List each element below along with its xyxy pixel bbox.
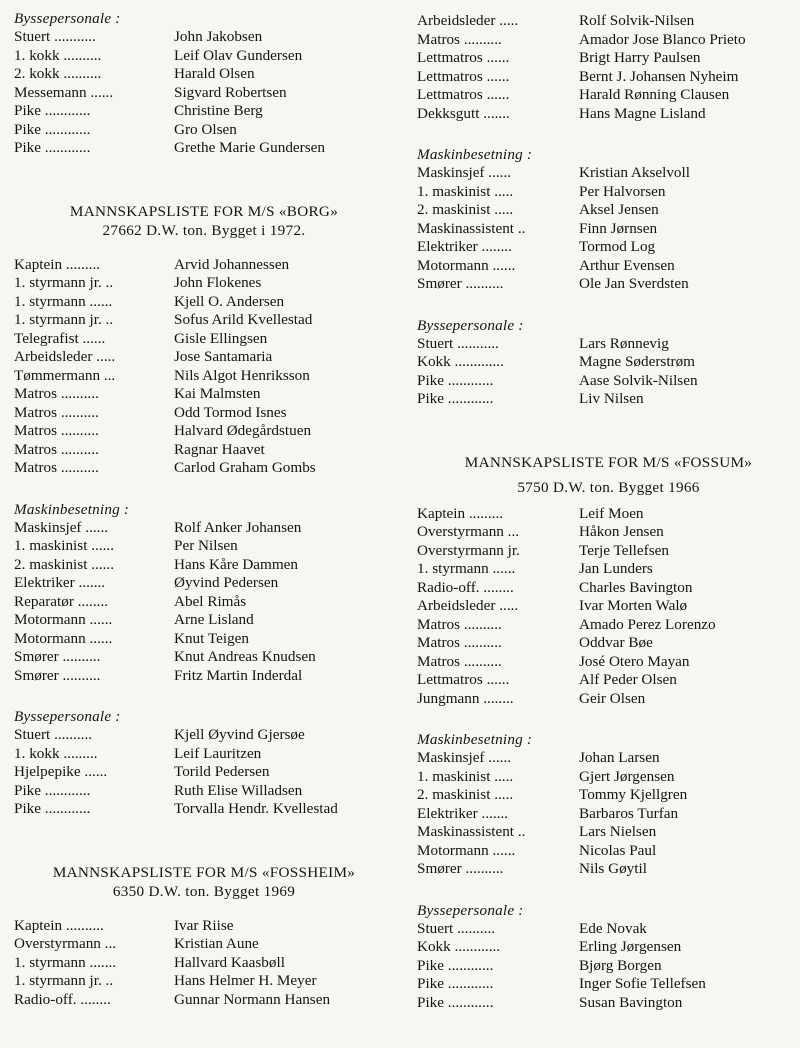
crew-row	[417, 523, 800, 542]
crew-row	[14, 47, 394, 66]
crew-role: Maskinsjef ......	[14, 518, 109, 536]
crew-row	[417, 920, 800, 939]
crew-row	[417, 220, 800, 239]
crew-role: Pike ............	[14, 120, 91, 138]
crew-name: José Otero Mayan	[579, 652, 690, 670]
crew-name: Jose Santamaria	[174, 348, 273, 365]
crew-name: Oddvar Bøe	[579, 634, 653, 651]
ship-heading: MANNSKAPSLISTE FOR M/S «FOSSHEIM»	[52, 863, 356, 881]
crew-row	[14, 311, 394, 330]
crew-role: Stuert ..........	[14, 726, 93, 743]
crew-role: 1. styrmann jr. ..	[14, 274, 114, 291]
crew-role: 2. maskinist .....	[417, 201, 514, 218]
crew-role: Motormann ......	[417, 841, 516, 859]
crew-name: Kristian Aune	[174, 935, 259, 952]
crew-role: Dekksgutt .......	[417, 104, 510, 122]
crew-name: Knut Andreas Knudsen	[174, 648, 316, 665]
crew-row	[14, 404, 394, 423]
crew-role: Pike ............	[417, 371, 494, 389]
crew-name: Gunnar Normann Hansen	[174, 990, 331, 1008]
crew-row	[417, 690, 800, 709]
crew-role: Motormann ......	[14, 611, 113, 628]
crew-role: Reparatør ........	[14, 592, 109, 610]
crew-name: Halvard Ødegårdstuen	[174, 422, 312, 439]
crew-name: Hans Helmer H. Meyer	[174, 972, 317, 989]
crew-list	[417, 920, 800, 1013]
crew-row	[417, 183, 800, 202]
crew-row	[14, 65, 394, 84]
crew-name: Håkon Jensen	[579, 523, 664, 540]
crew-row	[417, 164, 800, 183]
crew-name: Kjell Øyvind Gjersøe	[174, 726, 305, 743]
crew-name: Terje Tellefsen	[579, 541, 669, 559]
crew-name: Hallvard Kaasbøll	[174, 953, 285, 971]
crew-row	[14, 972, 394, 991]
crew-row	[14, 422, 394, 441]
crew-role: 1. kokk .........	[14, 744, 98, 762]
crew-name: Carlod Graham Gombs	[174, 459, 316, 476]
crew-row	[14, 293, 394, 312]
crew-role: 1. styrmann .......	[14, 953, 117, 971]
crew-name: Hans Magne Lisland	[579, 104, 706, 122]
section-title: Byssepersonale :	[14, 10, 121, 27]
crew-row	[417, 335, 800, 354]
crew-role: Motormann ......	[417, 256, 516, 274]
crew-name: Lars Nielsen	[579, 823, 657, 840]
crew-row	[14, 459, 394, 478]
crew-role: Arbeidsleder .....	[14, 348, 116, 365]
crew-role: Tømmermann ...	[14, 366, 116, 384]
crew-role: Pike ............	[417, 993, 494, 1011]
ship-subheading: 27662 D.W. ton. Bygget i 1972.	[102, 221, 306, 239]
crew-role: Elektriker .......	[417, 804, 509, 822]
crew-name: Ole Jan Sverdsten	[579, 275, 689, 292]
crew-role: Matros ..........	[417, 30, 502, 48]
crew-name: Per Halvorsen	[579, 182, 666, 200]
crew-name: Jan Lunders	[579, 560, 653, 577]
crew-role: 2. maskinist ......	[14, 555, 114, 573]
crew-role: Matros ..........	[417, 652, 502, 670]
crew-row	[417, 505, 800, 524]
crew-row	[14, 574, 394, 593]
crew-row	[417, 957, 800, 976]
crew-row	[417, 938, 800, 957]
crew-role: Hjelpepike ......	[14, 763, 108, 780]
crew-row	[417, 842, 800, 861]
crew-row	[417, 390, 800, 409]
crew-role: Lettmatros ......	[417, 671, 510, 688]
crew-role: 1. maskinist .....	[417, 767, 514, 785]
crew-role: Overstyrmann jr.	[417, 541, 520, 559]
crew-row	[417, 105, 800, 124]
crew-row	[417, 372, 800, 391]
crew-name: Odd Tormod Isnes	[174, 403, 287, 421]
crew-name: Arvid Johannessen	[174, 255, 290, 273]
crew-name: Ivar Riise	[174, 916, 234, 934]
crew-role: Stuert ...........	[14, 28, 96, 45]
section-title: Byssepersonale :	[417, 901, 524, 919]
crew-row	[417, 823, 800, 842]
crew-name: Arne Lisland	[174, 611, 254, 628]
crew-row	[417, 353, 800, 372]
crew-row	[417, 542, 800, 561]
crew-row	[417, 975, 800, 994]
crew-name: Arthur Evensen	[579, 256, 675, 274]
crew-row	[14, 745, 394, 764]
crew-role: Lettmatros ......	[417, 67, 510, 85]
crew-role: Arbeidsleder .....	[417, 12, 519, 29]
crew-role: Pike ............	[14, 102, 91, 119]
crew-name: Leif Lauritzen	[174, 744, 262, 762]
crew-name: Finn Jørnsen	[579, 219, 658, 237]
crew-role: 1. maskinist .....	[417, 182, 514, 200]
crew-row	[14, 139, 394, 158]
crew-row	[417, 31, 800, 50]
crew-name: Øyvind Pedersen	[174, 574, 279, 591]
crew-name: Aase Solvik-Nilsen	[579, 371, 698, 389]
crew-role: Telegrafist ......	[14, 329, 106, 347]
crew-role: Kaptein .........	[417, 504, 504, 522]
crew-row	[417, 579, 800, 598]
crew-row	[14, 121, 394, 140]
crew-row	[14, 648, 394, 667]
crew-name: John Jakobsen	[174, 28, 263, 45]
crew-role: Matros ..........	[14, 459, 99, 476]
crew-list	[417, 335, 800, 409]
crew-role: Maskinassistent ..	[417, 219, 526, 237]
crew-name: Nils Gøytil	[579, 860, 647, 877]
crew-role: Smører ..........	[14, 666, 101, 684]
crew-role: Lettmatros ......	[417, 86, 510, 103]
crew-row	[417, 768, 800, 787]
crew-list	[14, 28, 394, 158]
crew-list	[417, 505, 800, 709]
crew-role: Elektriker ........	[417, 238, 512, 255]
crew-role: Kaptein .........	[14, 255, 101, 273]
crew-row	[14, 611, 394, 630]
crew-role: Overstyrmann ...	[14, 935, 117, 952]
crew-row	[417, 597, 800, 616]
crew-name: Leif Moen	[579, 504, 644, 522]
crew-role: Maskinassistent ..	[417, 823, 526, 840]
crew-name: Kjell O. Andersen	[174, 292, 285, 310]
crew-row	[14, 782, 394, 801]
crew-row	[14, 800, 394, 819]
crew-name: Fritz Martin Inderdal	[174, 666, 303, 684]
crew-name: Hans Kåre Dammen	[174, 555, 298, 573]
crew-name: Rolf Anker Johansen	[174, 518, 302, 536]
crew-name: Amado Perez Lorenzo	[579, 615, 716, 633]
crew-row	[417, 275, 800, 294]
crew-list	[14, 256, 394, 478]
crew-role: Motormann ......	[14, 629, 113, 647]
crew-name: Barbaros Turfan	[579, 804, 679, 822]
crew-row	[417, 860, 800, 879]
crew-row	[14, 84, 394, 103]
crew-role: 2. kokk ..........	[14, 65, 102, 82]
crew-row	[417, 786, 800, 805]
crew-name: Tormod Log	[579, 238, 656, 255]
crew-row	[417, 749, 800, 768]
crew-role: Matros ..........	[14, 422, 99, 439]
crew-role: Pike ............	[14, 800, 91, 817]
crew-name: Torvalla Hendr. Kvellestad	[174, 800, 338, 817]
crew-name: Ragnar Haavet	[174, 440, 265, 458]
crew-row	[417, 634, 800, 653]
crew-list	[417, 749, 800, 879]
crew-role: Maskinsjef ......	[417, 749, 512, 766]
crew-name: Abel Rimås	[174, 592, 247, 610]
crew-name: Aksel Jensen	[579, 201, 659, 218]
crew-name: Johan Larsen	[579, 749, 660, 766]
crew-row	[14, 348, 394, 367]
crew-row	[14, 954, 394, 973]
crew-name: Geir Olsen	[579, 689, 646, 707]
crew-name: Inger Sofie Tellefsen	[579, 975, 706, 992]
crew-name: Gro Olsen	[174, 120, 237, 138]
crew-name: Bjørg Borgen	[579, 956, 662, 974]
crew-row	[14, 991, 394, 1010]
crew-row	[14, 917, 394, 936]
crew-role: 1. styrmann jr. ..	[14, 311, 114, 328]
crew-name: Erling Jørgensen	[579, 938, 682, 955]
crew-role: Pike ............	[14, 781, 91, 799]
section-title: Maskinbesetning :	[14, 500, 130, 518]
right-column	[417, 12, 800, 1012]
crew-name: Kristian Akselvoll	[579, 164, 690, 181]
section-title: Maskinbesetning :	[417, 731, 533, 748]
crew-row	[14, 330, 394, 349]
crew-row	[14, 102, 394, 121]
ship-heading: MANNSKAPSLISTE FOR M/S «FOSSUM»	[464, 453, 753, 471]
crew-role: Stuert ..........	[417, 919, 496, 937]
crew-list	[14, 726, 394, 819]
crew-role: Matros ..........	[417, 615, 502, 633]
crew-role: Messemann ......	[14, 83, 114, 101]
crew-list	[14, 519, 394, 686]
crew-role: Matros ..........	[14, 440, 99, 458]
crew-role: Overstyrmann ...	[417, 523, 520, 540]
crew-row	[417, 238, 800, 257]
crew-name: Christine Berg	[174, 102, 263, 119]
section-title: Maskinbesetning :	[417, 146, 533, 163]
crew-name: Brigt Harry Paulsen	[579, 49, 701, 66]
crew-name: Susan Bavington	[579, 993, 683, 1011]
crew-name: Sofus Arild Kvellestad	[174, 311, 313, 328]
crew-role: Smører ..........	[14, 648, 101, 665]
crew-row	[417, 805, 800, 824]
crew-role: Matros ..........	[417, 634, 502, 651]
crew-name: Harald Olsen	[174, 65, 255, 82]
crew-role: Pike ............	[417, 956, 494, 974]
crew-role: Smører ..........	[417, 860, 504, 877]
crew-row	[14, 519, 394, 538]
crew-name: Kai Malmsten	[174, 385, 261, 402]
crew-list	[417, 164, 800, 294]
crew-role: Radio-off. ........	[417, 578, 514, 596]
crew-name: Liv Nilsen	[579, 390, 644, 407]
crew-role: Kaptein ..........	[14, 916, 104, 934]
crew-row	[14, 28, 394, 47]
crew-role: Matros ..........	[14, 403, 99, 421]
crew-name: Torild Pedersen	[174, 763, 270, 780]
crew-name: Amador Jose Blanco Prieto	[579, 30, 746, 48]
crew-row	[417, 49, 800, 68]
crew-role: Elektriker .......	[14, 574, 106, 591]
crew-name: Bernt J. Johansen Nyheim	[579, 67, 739, 85]
crew-role: Smører ..........	[417, 275, 504, 292]
crew-role: Lettmatros ......	[417, 49, 510, 66]
crew-role: Jungmann ........	[417, 689, 514, 707]
crew-row	[14, 537, 394, 556]
crew-name: Gisle Ellingsen	[174, 329, 268, 347]
crew-row	[417, 560, 800, 579]
crew-row	[14, 630, 394, 649]
crew-list	[14, 917, 394, 1010]
crew-row	[14, 763, 394, 782]
crew-name: Lars Rønnevig	[579, 334, 669, 352]
crew-row	[417, 994, 800, 1013]
crew-role: Pike ............	[417, 390, 494, 407]
crew-row	[417, 12, 800, 31]
crew-role: 1. styrmann ......	[417, 560, 516, 577]
section-title: Byssepersonale :	[417, 316, 524, 334]
crew-name: Tommy Kjellgren	[579, 786, 688, 803]
crew-name: Per Nilsen	[174, 537, 238, 554]
crew-name: Ruth Elise Willadsen	[174, 781, 303, 799]
crew-name: Harald Rønning Clausen	[579, 86, 730, 103]
crew-row	[417, 653, 800, 672]
crew-name: Nicolas Paul	[579, 841, 657, 859]
crew-role: 2. maskinist .....	[417, 786, 514, 803]
crew-name: Charles Bavington	[579, 578, 693, 596]
crew-row	[14, 593, 394, 612]
crew-name: John Flokenes	[174, 274, 262, 291]
crew-role: Radio-off. ........	[14, 990, 111, 1008]
crew-role: Kokk ............	[417, 938, 501, 955]
crew-role: Arbeidsleder .....	[417, 597, 519, 614]
crew-role: Matros ..........	[14, 385, 99, 402]
crew-role: Stuert ...........	[417, 334, 499, 352]
crew-row	[417, 257, 800, 276]
crew-name: Magne Søderstrøm	[579, 353, 695, 370]
crew-role: 1. maskinist ......	[14, 537, 114, 554]
crew-row	[417, 616, 800, 635]
ship-subheading: 6350 D.W. ton. Bygget 1969	[112, 882, 296, 900]
crew-row	[14, 935, 394, 954]
crew-row	[417, 671, 800, 690]
crew-row	[14, 441, 394, 460]
crew-role: 1. styrmann jr. ..	[14, 972, 114, 989]
crew-row	[14, 556, 394, 575]
crew-name: Alf Peder Olsen	[579, 671, 677, 688]
crew-name: Ede Novak	[579, 919, 647, 937]
crew-role: Pike ............	[417, 975, 494, 992]
crew-row	[417, 68, 800, 87]
crew-row	[14, 385, 394, 404]
crew-row	[14, 667, 394, 686]
crew-row	[14, 367, 394, 386]
crew-row	[14, 256, 394, 275]
crew-list	[417, 12, 800, 123]
crew-role: Pike ............	[14, 139, 91, 156]
crew-name: Rolf Solvik-Nilsen	[579, 12, 695, 29]
crew-name: Grethe Marie Gundersen	[174, 139, 325, 156]
crew-row	[417, 86, 800, 105]
crew-name: Gjert Jørgensen	[579, 767, 675, 785]
crew-name: Knut Teigen	[174, 629, 250, 647]
crew-name: Nils Algot Henriksson	[174, 366, 310, 384]
crew-row	[417, 201, 800, 220]
section-title: Byssepersonale :	[14, 708, 121, 725]
crew-name: Ivar Morten Walø	[579, 597, 688, 614]
crew-role: Maskinsjef ......	[417, 164, 512, 181]
crew-row	[14, 726, 394, 745]
ship-heading: MANNSKAPSLISTE FOR M/S «BORG»	[69, 202, 339, 220]
crew-row	[14, 274, 394, 293]
crew-name: Sigvard Robertsen	[174, 83, 287, 101]
crew-role: 1. styrmann ......	[14, 292, 113, 310]
crew-role: Kokk .............	[417, 353, 504, 370]
crew-role: 1. kokk ..........	[14, 46, 102, 64]
ship-subheading: 5750 D.W. ton. Bygget 1966	[517, 478, 700, 496]
crew-name: Leif Olav Gundersen	[174, 46, 303, 64]
left-column	[14, 9, 394, 1009]
